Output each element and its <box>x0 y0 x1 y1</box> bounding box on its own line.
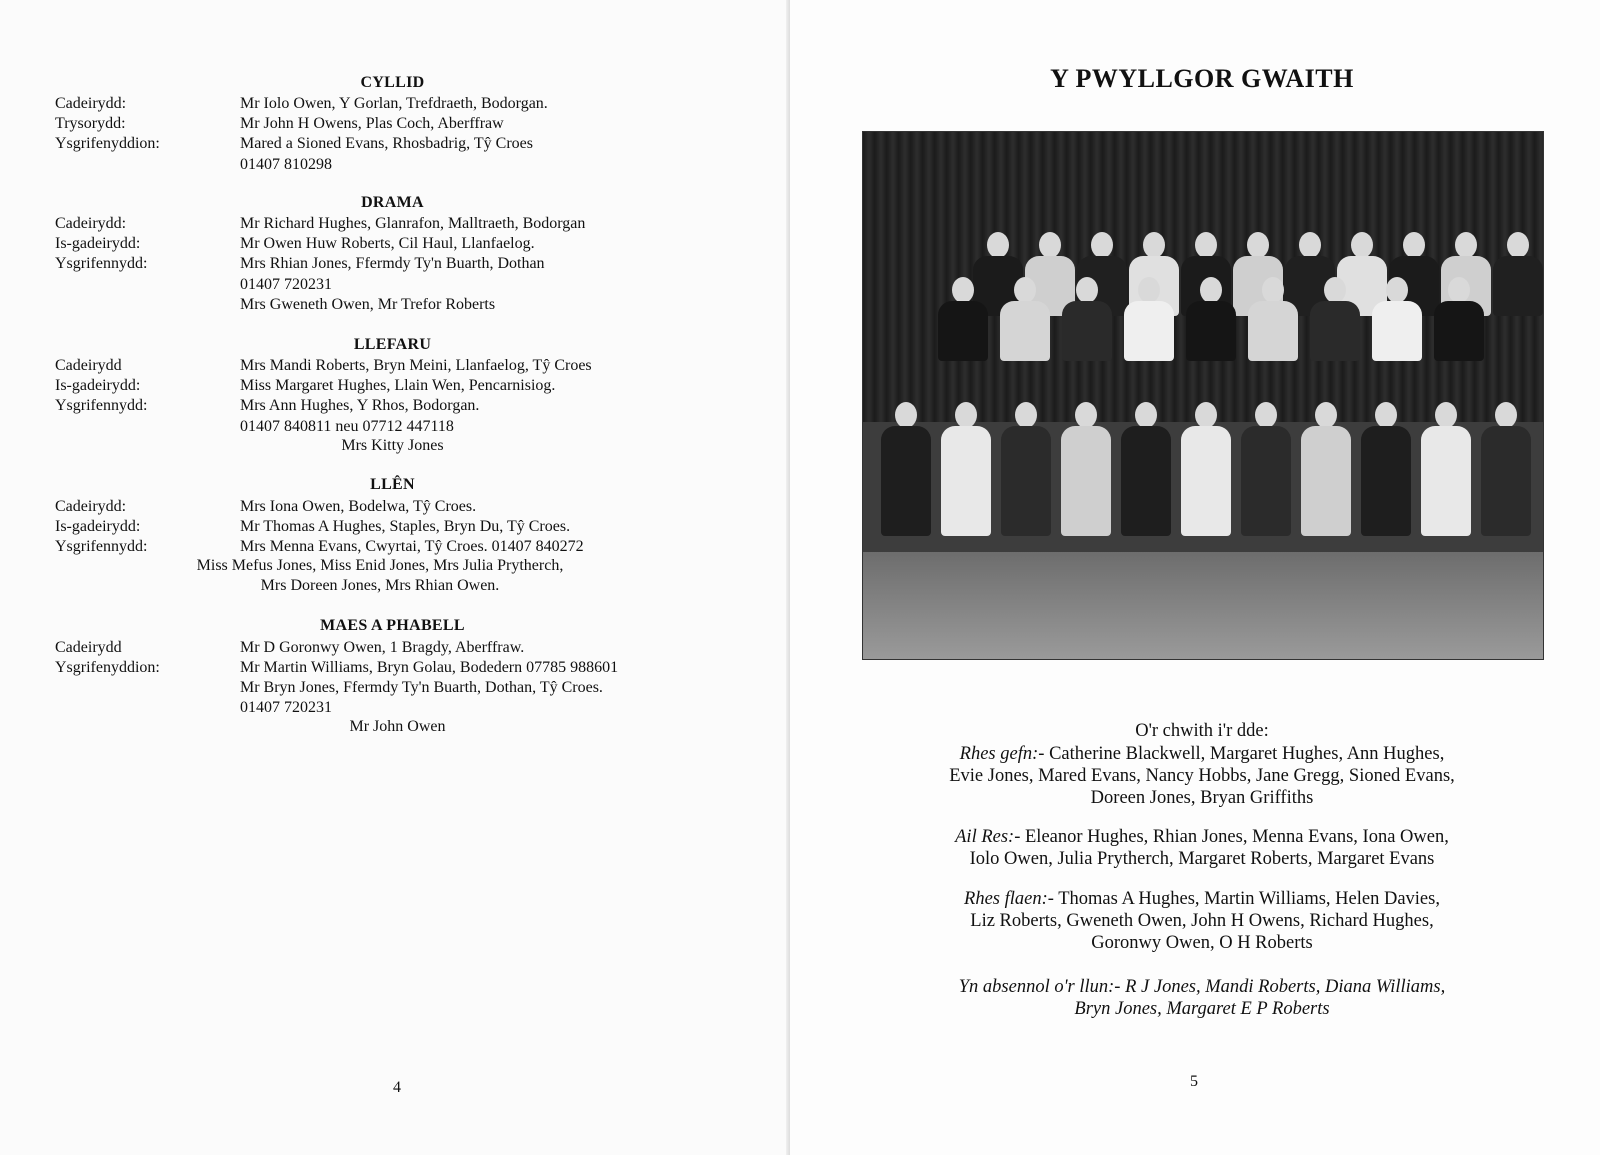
section-title-maes-a-phabell: MAES A PHABELL <box>320 617 465 634</box>
group-label: Ail Res:- <box>955 827 1021 847</box>
caption-intro: O'r chwith i'r dde: <box>1135 721 1269 741</box>
person-body <box>1310 301 1360 361</box>
person-head <box>1255 402 1277 428</box>
caption-group-back-row <box>862 743 1542 765</box>
person-head <box>1495 402 1517 428</box>
page-heading: Y PWYLLGOR GWAITH <box>1050 64 1354 93</box>
hall-floor <box>863 552 1543 659</box>
person-head <box>1324 277 1346 303</box>
person-body <box>1001 426 1051 536</box>
person-head <box>1015 402 1037 428</box>
member-value: Mrs Gweneth Owen, Mr Trefor Roberts <box>240 296 496 313</box>
role-label: Ysgrifennydd: <box>55 538 148 555</box>
person-head <box>1299 232 1321 258</box>
extra-members: Mrs Doreen Jones, Mrs Rhian Owen. <box>260 577 500 594</box>
person-body <box>1301 426 1351 536</box>
role-label: Cadeirydd: <box>55 215 127 232</box>
caption-line: Iolo Owen, Julia Prytherch, Margaret Roberts, Margaret Evans <box>969 849 1435 869</box>
caption-group-absent <box>862 976 1542 998</box>
person-head <box>1138 277 1160 303</box>
member-value: Mrs Mandi Roberts, Bryn Meini, Llanfaelog, Tŷ Croes <box>240 357 592 374</box>
person-head <box>1375 402 1397 428</box>
person-head <box>1455 232 1477 258</box>
person-body <box>1241 426 1291 536</box>
role-label: Ysgrifenyddion: <box>55 659 160 676</box>
section-title-llefaru: LLEFARU <box>353 336 432 353</box>
role-label: Cadeirydd <box>55 357 122 374</box>
person-body <box>1181 426 1231 536</box>
person-head <box>1195 402 1217 428</box>
page-number: 5 <box>1190 1073 1198 1090</box>
extra-members: Mr John Owen <box>349 718 446 735</box>
person-head <box>895 402 917 428</box>
role-label: Ysgrifennydd: <box>55 397 148 414</box>
person-head <box>1135 402 1157 428</box>
caption-line: Goronwy Owen, O H Roberts <box>1091 933 1313 953</box>
person-body <box>1121 426 1171 536</box>
person-head <box>1262 277 1284 303</box>
group-names: Thomas A Hughes, Martin Williams, Helen Davies, <box>1053 889 1440 909</box>
section-title-cyllid: CYLLID <box>360 74 425 91</box>
caption-group-front-row <box>862 888 1542 910</box>
group-label: Yn absennol o'r llun:- <box>958 977 1121 997</box>
person-body <box>938 301 988 361</box>
person-body <box>881 426 931 536</box>
person-head <box>987 232 1009 258</box>
person-head <box>1076 277 1098 303</box>
person-body <box>1124 301 1174 361</box>
person-head <box>1435 402 1457 428</box>
person-body <box>1372 301 1422 361</box>
person-head <box>1143 232 1165 258</box>
caption-line: Doreen Jones, Bryan Griffiths <box>1090 788 1314 808</box>
page-number: 4 <box>393 1079 401 1096</box>
person-body <box>1421 426 1471 536</box>
group-photo <box>862 131 1544 660</box>
member-value: Mr Richard Hughes, Glanrafon, Malltraeth, Bodorgan <box>240 215 586 232</box>
person-body <box>1481 426 1531 536</box>
member-value: Mared a Sioned Evans, Rhosbadrig, Tŷ Croes <box>240 135 533 152</box>
section-title-llen: LLÊN <box>370 476 415 493</box>
role-label: Cadeirydd <box>55 639 122 656</box>
member-value: Mrs Rhian Jones, Ffermdy Ty'n Buarth, Dothan <box>240 255 545 272</box>
role-label: Ysgrifennydd: <box>55 255 148 272</box>
person-body <box>1248 301 1298 361</box>
extra-members: Mrs Kitty Jones <box>341 437 444 454</box>
person-body <box>1361 426 1411 536</box>
group-label: Rhes flaen:- <box>964 889 1054 909</box>
caption-line: Liz Roberts, Gweneth Owen, John H Owens, Richard Hughes, <box>970 911 1434 931</box>
member-value: Mrs Menna Evans, Cwyrtai, Tŷ Croes. 01407 840272 <box>240 538 584 555</box>
role-label: Ysgrifenyddion: <box>55 135 160 152</box>
left-page <box>0 0 790 1155</box>
person-body <box>1493 256 1543 316</box>
member-value: Miss Margaret Hughes, Llain Wen, Pencarnisiog. <box>240 377 556 394</box>
person-body <box>1062 301 1112 361</box>
person-body <box>1434 301 1484 361</box>
group-names: Catherine Blackwell, Margaret Hughes, Ann Hughes, <box>1044 744 1445 764</box>
person-head <box>1195 232 1217 258</box>
member-value: 01407 840811 neu 07712 447118 <box>240 418 454 435</box>
member-value: Mr John H Owens, Plas Coch, Aberffraw <box>240 115 504 132</box>
member-value: Mrs Ann Hughes, Y Rhos, Bodorgan. <box>240 397 480 414</box>
role-label: Cadeirydd: <box>55 498 127 515</box>
person-head <box>1386 277 1408 303</box>
role-label: Trysorydd: <box>55 115 126 132</box>
member-value: Mr D Goronwy Owen, 1 Bragdy, Aberffraw. <box>240 639 525 656</box>
group-names: Eleanor Hughes, Rhian Jones, Menna Evans, Iona Owen, <box>1020 827 1449 847</box>
member-value: Mr Iolo Owen, Y Gorlan, Trefdraeth, Bodorgan. <box>240 95 548 112</box>
person-body <box>941 426 991 536</box>
person-body <box>1061 426 1111 536</box>
caption-line: Bryn Jones, Margaret E P Roberts <box>1074 999 1330 1019</box>
role-label: Is-gadeirydd: <box>55 377 141 394</box>
caption-group-second-row <box>862 826 1542 848</box>
person-body <box>1000 301 1050 361</box>
extra-members: Miss Mefus Jones, Miss Enid Jones, Mrs Julia Prytherch, <box>196 557 564 574</box>
member-value: 01407 810298 <box>240 156 332 173</box>
person-head <box>1014 277 1036 303</box>
member-value: Mrs Iona Owen, Bodelwa, Tŷ Croes. <box>240 498 477 515</box>
person-head <box>1247 232 1269 258</box>
member-value: Mr Martin Williams, Bryn Golau, Bodedern 07785 988601 <box>240 659 619 676</box>
person-head <box>1315 402 1337 428</box>
group-names: R J Jones, Mandi Roberts, Diana Williams, <box>1120 977 1446 997</box>
group-label: Rhes gefn:- <box>959 744 1045 764</box>
member-value: 01407 720231 <box>240 699 332 716</box>
person-head <box>1091 232 1113 258</box>
person-head <box>1448 277 1470 303</box>
role-label: Cadeirydd: <box>55 95 127 112</box>
person-head <box>1039 232 1061 258</box>
member-value: 01407 720231 <box>240 276 332 293</box>
person-head <box>1200 277 1222 303</box>
person-head <box>955 402 977 428</box>
caption-line: Evie Jones, Mared Evans, Nancy Hobbs, Jane Gregg, Sioned Evans, <box>949 766 1455 786</box>
role-label: Is-gadeirydd: <box>55 235 141 252</box>
member-value: Mr Bryn Jones, Ffermdy Ty'n Buarth, Dothan, Tŷ Croes. <box>240 679 603 696</box>
section-title-drama: DRAMA <box>361 194 424 211</box>
person-body <box>1186 301 1236 361</box>
person-head <box>1403 232 1425 258</box>
person-head <box>1075 402 1097 428</box>
role-label: Is-gadeirydd: <box>55 518 141 535</box>
person-head <box>1507 232 1529 258</box>
member-value: Mr Thomas A Hughes, Staples, Bryn Du, Tŷ Croes. <box>240 518 571 535</box>
person-head <box>1351 232 1373 258</box>
member-value: Mr Owen Huw Roberts, Cil Haul, Llanfaelog. <box>240 235 535 252</box>
person-head <box>952 277 974 303</box>
